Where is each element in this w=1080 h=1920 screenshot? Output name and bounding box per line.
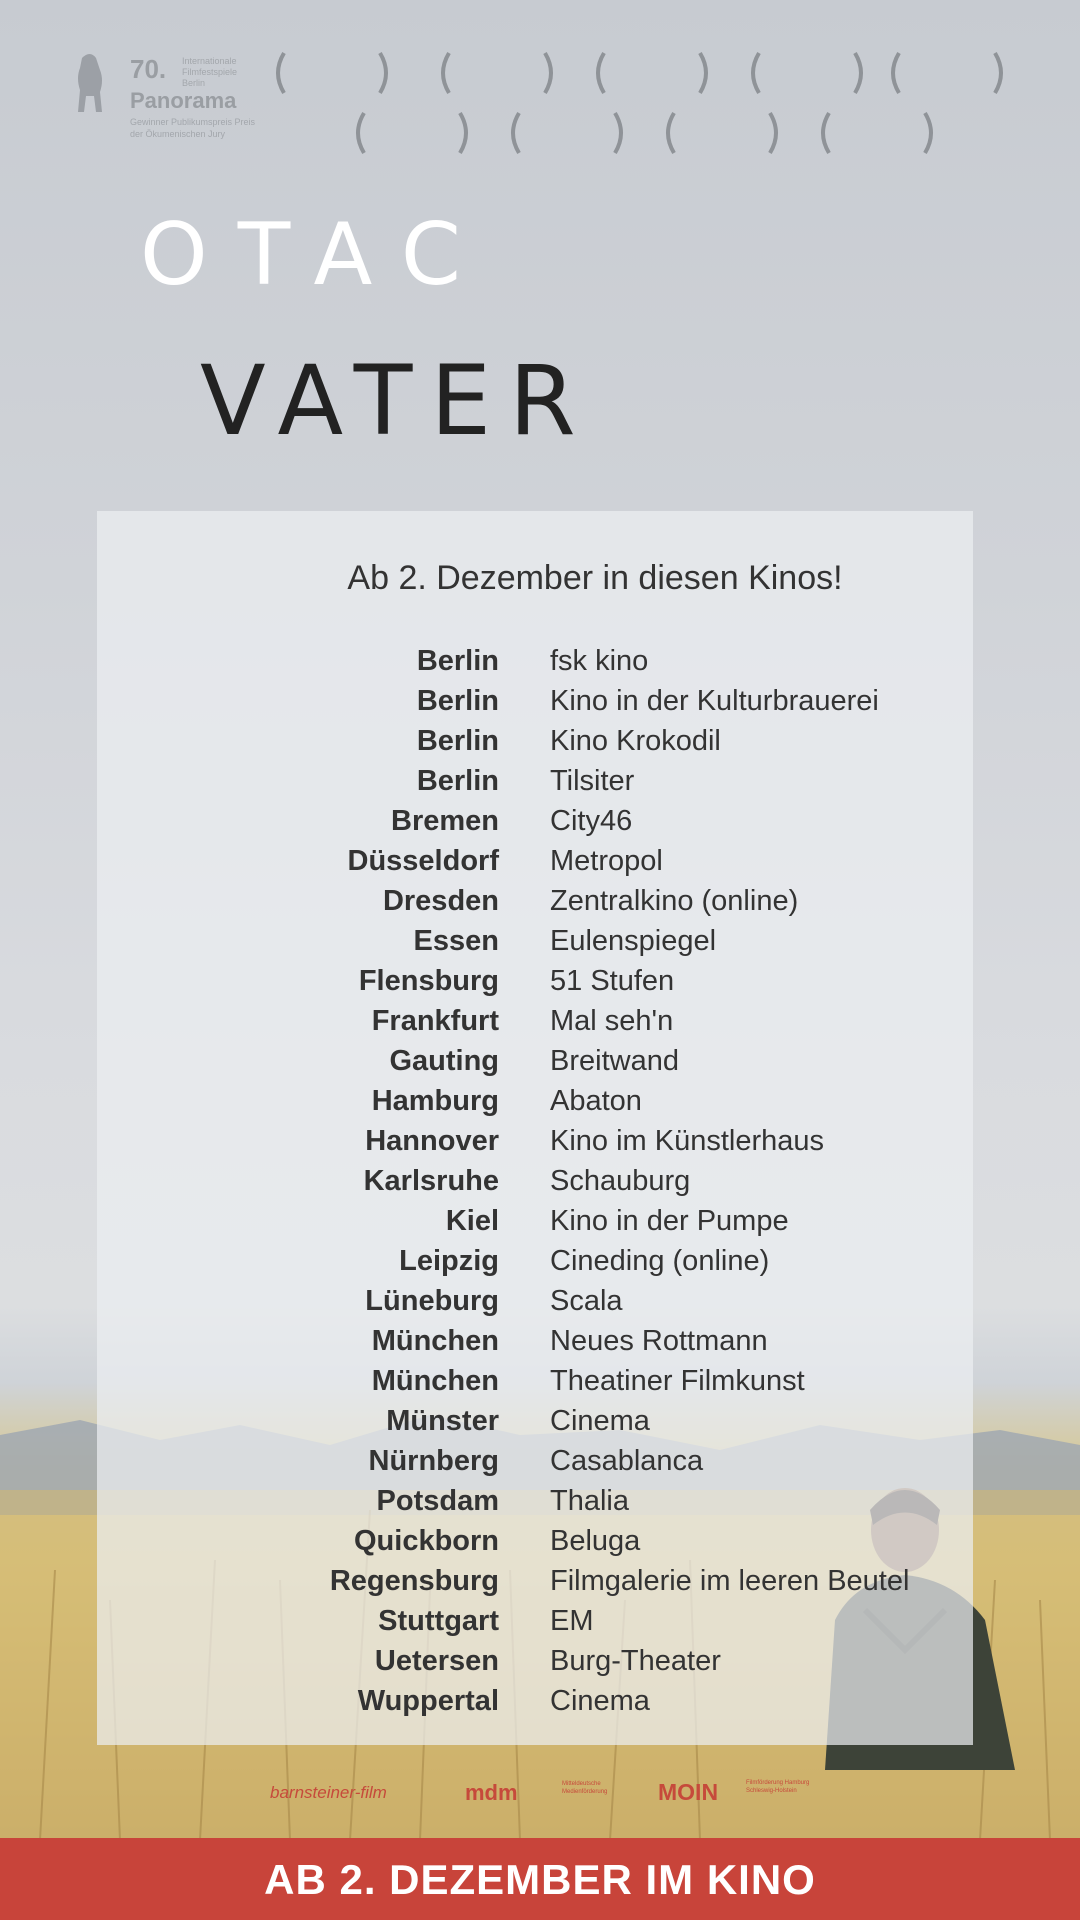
venue-name: Kino in der Pumpe [550,1205,789,1237]
city-name: München [371,1365,499,1397]
venue-name: EM [550,1605,594,1637]
city-name: Düsseldorf [347,845,499,877]
city-name: Bremen [391,805,499,837]
title-original: OTAC [140,205,491,305]
venue-name: Filmgalerie im leeren Beutel [550,1565,910,1597]
distributor-logo: barnsteiner-film [270,1783,387,1802]
festival-name: Internationale Filmfestspiele Berlin [182,56,238,88]
moin-logo-subtitle: Filmförderung Hamburg Schleswig-Holstein [746,1780,810,1794]
list-item [97,1365,973,1405]
city-name: Quickborn [353,1525,499,1557]
venue-name: Neues Rottmann [550,1325,768,1357]
laurel-icon [590,48,714,98]
venue-name: Thalia [550,1485,629,1517]
list-item [97,685,973,725]
venue-name: Theatiner Filmkunst [550,1365,805,1397]
laurel-award [660,108,784,158]
cinema-list-panel [97,511,973,1745]
list-item [97,725,973,765]
list-item [97,1125,973,1165]
list-item [97,1685,973,1725]
venue-name: Scala [550,1285,623,1317]
city-name: Gauting [389,1045,499,1077]
release-banner [0,1838,1080,1920]
venue-name: Metropol [550,845,663,877]
city-name: Berlin [416,645,499,677]
city-name: Berlin [416,725,499,757]
city-name: Kiel [445,1205,499,1237]
city-name: Regensburg [329,1565,499,1597]
laurel-award [815,108,939,158]
city-name: Karlsruhe [363,1165,499,1197]
list-item [97,1405,973,1445]
title-german: VATER [200,345,594,457]
city-name: Lüneburg [365,1285,499,1317]
list-item [97,1325,973,1365]
city-name: Dresden [382,885,499,917]
festival-laurels [270,48,1010,158]
laurel-award [590,48,714,98]
laurel-award [505,108,629,158]
venue-name: Cinema [550,1685,650,1717]
city-name: Nürnberg [368,1445,499,1477]
moin-logo: MOIN [658,1779,719,1805]
festival-section: Panorama [130,88,237,113]
list-item [97,1045,973,1085]
city-name: Frankfurt [371,1005,499,1037]
list-item [97,1605,973,1645]
list-item [97,1245,973,1285]
venue-name: fsk kino [550,645,649,677]
venue-name: Beluga [550,1525,641,1557]
release-text: AB 2. DEZEMBER IM KINO [264,1856,816,1903]
list-item [97,965,973,1005]
city-name: Potsdam [376,1485,499,1517]
venue-name: Breitwand [550,1045,679,1077]
list-item [97,1085,973,1125]
venue-name: Cinema [550,1405,650,1437]
venue-name: 51 Stufen [550,965,675,997]
venue-name: Kino im Künstlerhaus [550,1125,825,1157]
laurel-award [745,48,869,98]
list-item [97,1565,973,1605]
list-item [97,1645,973,1685]
list-item [97,1165,973,1205]
laurel-icon [815,108,939,158]
list-item [97,645,973,685]
laurel-icon [745,48,869,98]
city-name: Essen [413,925,499,957]
city-name: Hamburg [371,1085,499,1117]
list-item [97,885,973,925]
city-name: Leipzig [399,1245,499,1277]
laurel-icon [435,48,559,98]
venue-name: Abaton [550,1085,642,1117]
mdm-logo: mdm [465,1780,518,1805]
festival-number: 70. [130,54,167,84]
venue-name: Burg-Theater [550,1645,721,1677]
laurel-icon [270,48,394,98]
list-item [97,1485,973,1525]
laurel-award [350,108,474,158]
venue-name: Tilsiter [550,765,635,797]
city-name: Flensburg [358,965,499,997]
list-item [97,845,973,885]
city-name: Berlin [416,765,499,797]
venue-name: Schauburg [550,1165,691,1197]
laurel-award [270,48,394,98]
festival-prize: Gewinner Publikumspreis Preis der Ökumenischen Jury [130,117,256,139]
venue-name: Kino Krokodil [550,725,721,757]
list-heading: Ab 2. Dezember in diesen Kinos! [347,559,843,597]
venue-name: Casablanca [550,1445,704,1477]
berlinale-badge [70,50,260,160]
city-name: Stuttgart [378,1605,499,1637]
list-item [97,1525,973,1565]
city-name: Hannover [365,1125,499,1157]
city-name: München [371,1325,499,1357]
laurel-icon [505,108,629,158]
laurel-icon [885,48,1009,98]
list-item [97,1205,973,1245]
laurel-award [435,48,559,98]
venue-name: Kino in der Kulturbrauerei [550,685,879,717]
venue-name: Cineding (online) [550,1245,770,1277]
list-item [97,765,973,805]
sponsor-logos [270,1775,810,1815]
list-item [97,1005,973,1045]
city-name: Berlin [416,685,499,717]
list-item [97,1445,973,1485]
list-item [97,805,973,845]
list-item [97,925,973,965]
venue-name: Eulenspiegel [550,925,717,957]
laurel-icon [660,108,784,158]
laurel-icon [350,108,474,158]
bear-icon [70,50,110,120]
city-name: Münster [386,1405,499,1437]
venue-name: City46 [550,805,633,837]
city-name: Wuppertal [357,1685,499,1717]
venue-name: Mal seh'n [550,1005,674,1037]
mdm-logo-subtitle: Mitteldeutsche Medienförderung [562,1781,608,1795]
city-name: Uetersen [374,1645,499,1677]
list-item [97,1285,973,1325]
laurel-award [885,48,1009,98]
venue-name: Zentralkino (online) [550,885,799,917]
